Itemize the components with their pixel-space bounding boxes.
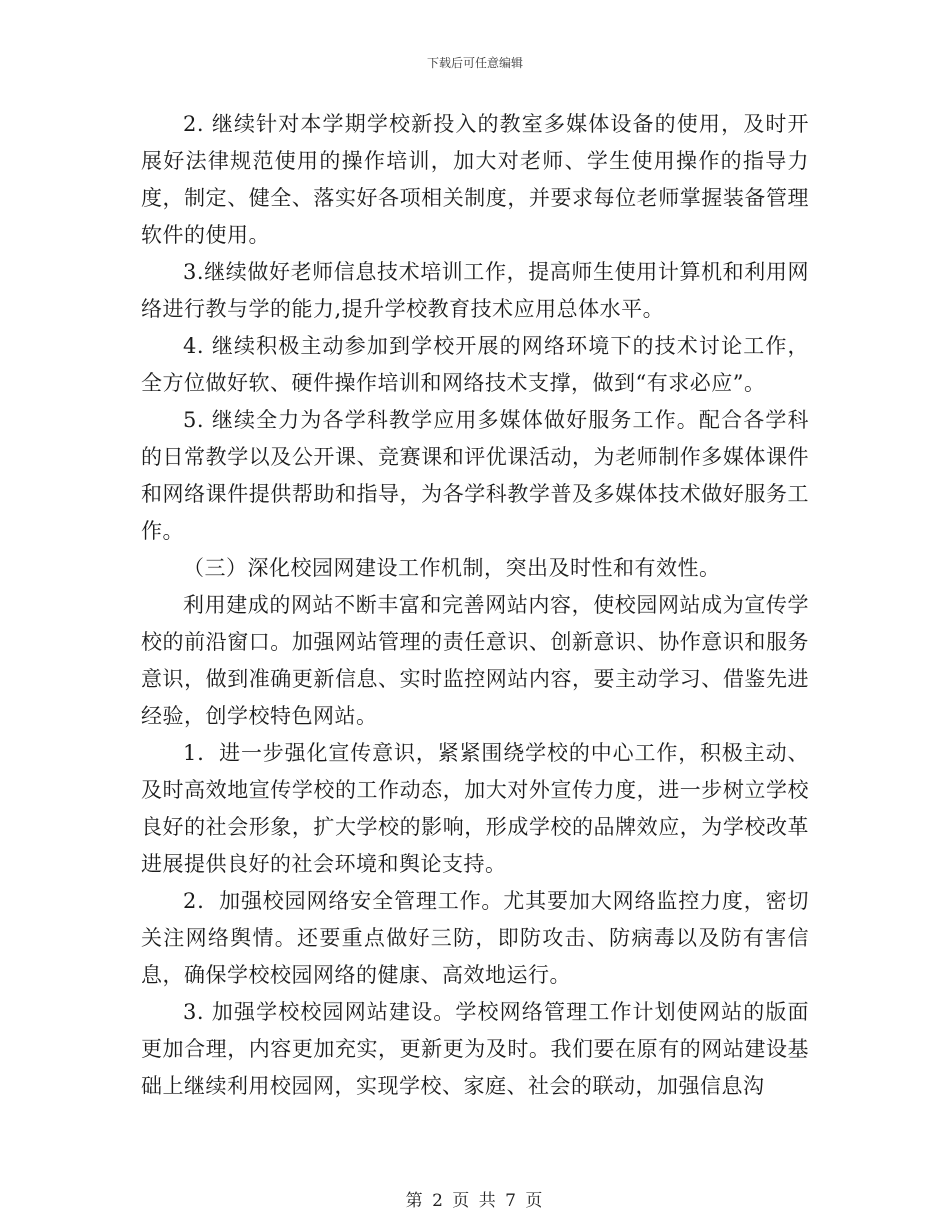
sub-item-1: 1．进一步强化宣传意识，紧紧围绕学校的中心工作，积极主动、及时高效地宣传学校的工作动态，加大对外宣传力度，进一步树立学校良好的社会形象，扩大学校的影响，形成学校的品牌效应，为学校改革进展提供良好的社会环境和舆论支持。 bbox=[141, 741, 809, 876]
sub-item-2: 2．加强校园网络安全管理工作。尤其要加大网络监控力度，密切关注网络舆情。还要重点做好三防，即防攻击、防病毒以及防有害信息，确保学校校园网络的健康、高效地运行。 bbox=[141, 889, 809, 987]
sub-item-3: 3. 加强学校校园网站建设。学校网络管理工作计划使网站的版面更加合理，内容更加充实，更新更为及时。我们要在原有的网站建设基础上继续利用校园网，实现学校、家庭、社会的联动，加强信息沟 bbox=[141, 1000, 809, 1098]
document-body bbox=[141, 106, 809, 1105]
paragraph-item-4: 4. 继续积极主动参加到学校开展的网络环境下的技术讨论工作，全方位做好软、硬件操作培训和网络技术支撑，做到“有求必应”。 bbox=[141, 334, 809, 395]
page-number: 第 2 页 共 7 页 bbox=[405, 1191, 545, 1211]
header-note: 下载后可任意编辑 bbox=[426, 56, 523, 70]
paragraph-item-3: 3.继续做好老师信息技术培训工作，提高师生使用计算机和利用网络进行教与学的能力,提升学校教育技术应用总体水平。 bbox=[141, 260, 809, 321]
section-intro: 利用建成的网站不断丰富和完善网站内容，使校园网站成为宣传学校的前沿窗口。加强网站管理的责任意识、创新意识、协作意识和服务意识，做到准确更新信息、实时监控网站内容，要主动学习、借鉴先进经验，创学校特色网站。 bbox=[141, 593, 809, 728]
section-heading-3: （三）深化校园网建设工作机制，突出及时性和有效性。 bbox=[183, 556, 721, 580]
paragraph-item-2: 2. 继续针对本学期学校新投入的教室多媒体设备的使用，及时开展好法律规范使用的操作培训，加大对老师、学生使用操作的指导力度，制定、健全、落实好各项相关制度，并要求每位老师掌握装备管理软件的使用。 bbox=[141, 112, 809, 247]
paragraph-item-5: 5. 继续全力为各学科教学应用多媒体做好服务工作。配合各学科的日常教学以及公开课、竞赛课和评优课活动，为老师制作多媒体课件和网络课件提供帮助和指导，为各学科教学普及多媒体技术做好服务工作。 bbox=[141, 408, 809, 543]
